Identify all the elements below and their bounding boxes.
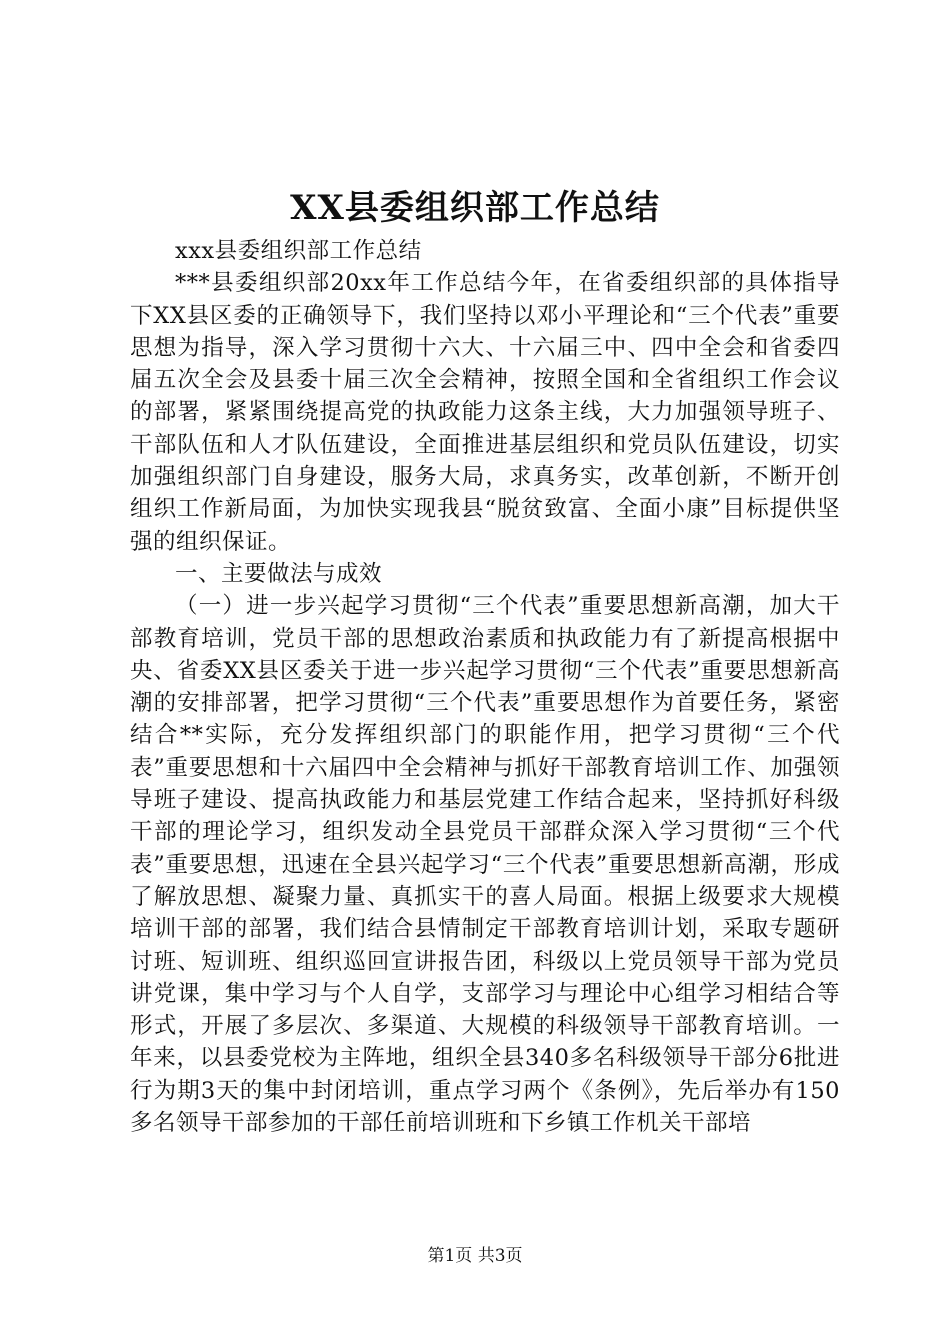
document-subtitle: xxx县委组织部工作总结 [175,238,422,264]
section-heading: 一、主要做法与成效 [175,560,383,587]
paragraph-section-1: （一）进一步兴起学习贯彻“三个代表”重要思想新高潮，加大干部教育培训，党员干部的思想政治素质和执政能力有了新提高根据中央、省委XX县区委关于进一步兴起学习贯彻“三个代表”重要思想新高潮的安排部署，把学习贯彻“三个代表”重要思想作为首要任务，紧密结合**实际，充分发挥组织部门的职能作用，把学习贯彻“三个代表”重要思想和十六届四中全会精神与抓好干部教育培训工作、加强领导班子建设、提高执政能力和基层党建工作结合起来，坚持抓好科级干部的理论学习，组织发动全县党员干部群众深入学习贯彻“三个代表”重要思想，迅速在全县兴起学习“三个代表”重要思想新高潮，形成了解放思想、凝聚力量、真抓实干的喜人局面。根据上级要求大规模培训干部的部署，我们结合县情制定干部教育培训计划，采取专题研讨班、短训班、组织巡回宣讲报告团，科级以上党员领导干部为党员讲党课，集中学习与个人自学，支部学习与理论中心组学习相结合等形式，开展了多层次、多渠道、大规模的科级领导干部教育培训。一年来，以县委党校为主阵地，组织全县340多名科级领导干部分6批进行为期3天的集中封闭培训，重点学习两个《条例》，先后举办有150多名领导干部参加的干部任前培训班和下乡镇工作机关干部培 [130,593,840,1137]
document-body [130,235,840,1139]
page-footer: 第1页 共3页 [427,1246,523,1266]
document-title: XX县委组织部工作总结 [290,188,660,228]
paragraph-intro: ***县委组织部20xx年工作总结今年，在省委组织部的具体指导下XX县区委的正确领导下，我们坚持以邓小平理论和“三个代表”重要思想为指导，深入学习贯彻十六大、十六届三中、四中全会和省委四届五次全会及县委十届三次全会精神，按照全国和全省组织工作会议的部署，紧紧围绕提高党的执政能力这条主线，大力加强领导班子、干部队伍和人才队伍建设，全面推进基层组织和党员队伍建设，切实加强组织部门自身建设，服务大局，求真务实，改革创新，不断开创组织工作新局面，为加快实现我县“脱贫致富、全面小康”目标提供坚强的组织保证。 [130,270,840,555]
